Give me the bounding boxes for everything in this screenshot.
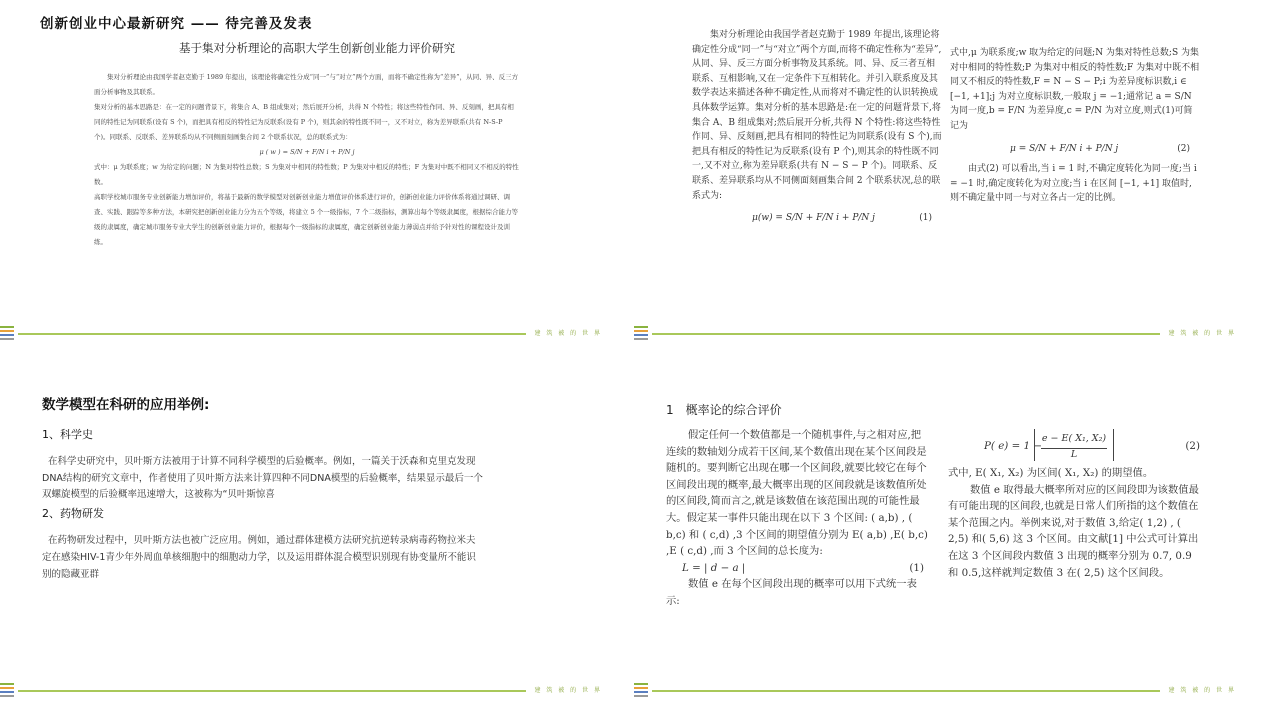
formula-number: (2) — [1185, 440, 1200, 452]
section-heading — [666, 401, 794, 418]
paragraph: 式中：μ 为联系度；w 为给定的问题；N 为集对特性总数；S 为集对中相同的特性数；P 为集对中相反的特性；F 为集对中既不相同又不相反的特性数。 — [94, 163, 519, 186]
footer-color-bars — [634, 326, 648, 342]
formula: μ ( w ) = S/N + F/N i + P/N j — [259, 148, 355, 156]
formula-1 — [666, 560, 928, 577]
slide-heading: 数学模型在科研的应用举例: — [42, 397, 210, 413]
section-title: 1、科学史 — [42, 428, 93, 441]
paragraph: 集对分析理论由我国学者赵克勤于 1989 年提出，该理论将确定性分成“同一”与“对立”两个方面，而将不确定性称为“差异”，从同、异、反三方面分析事物及其联系。 — [94, 73, 519, 96]
slide-header: 创新创业中心最新研究 —— 待完善及发表 — [40, 16, 313, 32]
footer-brand: 建 筑 被 的 世 界 — [1168, 687, 1236, 694]
section-text: 在药物研发过程中，贝叶斯方法也被广泛应用。例如，通过群体建模方法研究抗逆转录病毒药物拉米夫定在感染HIV-1青少年外周血单核细胞中的细胞动力学，以及运用群体混合模型识别现有协变量所不能识别的隐藏亚群 — [42, 534, 476, 580]
formula-text: μ(w) = S/N + F/N i + P/N j — [752, 213, 875, 224]
section-title: 概率论的综合评价 — [685, 403, 782, 417]
slide-footer — [0, 324, 634, 342]
slide-2 — [634, 0, 1268, 356]
section-title: 2、药物研发 — [42, 507, 104, 521]
formula-number: (1) — [919, 213, 932, 224]
formula-2 — [948, 429, 1204, 463]
paragraph: 式中,μ 为联系度;w 取为给定的问题;N 为集对特性总数;S 为集对中相同的特性数;P 为集对中相反的特性数;F 为集对中既不相同又不相反的特性数,F = N − S − P;i 为差异度标识数,i ∈ [−1, +1];j 为对立度标识数,一般取 j = −1;通常记 a = S/N 为同一度,b = F/N 为差异度,c = P/N 为对立度,则式(1)可简记为 — [950, 48, 1200, 131]
slide-3 — [0, 357, 634, 713]
paragraph: 高职学校城市服务专业创新能力增加评价，将基于最新的数学模型对创新创业能力增值评价体系进行评价，创新创业能力评价体系将通过调研、调查、实践、跟踪等多种方法，本研究把创新创业能力分为五个等级，将建立 5 个一级指标，7 个二级指标，测算出每个等级隶属度，根据综合能力等级的隶属度，确定城市服务专业大学生的创新创业能力评价，根据每个一级指标的隶属度，确定创新创业能力薄弱点并给予针对性的课程设计及训练。 — [94, 193, 518, 246]
formula-text: L = | d − a | — [682, 561, 746, 574]
paper-title: 基于集对分析理论的高职大学生创新创业能力评价研究 — [179, 41, 455, 55]
footer-brand: 建 筑 被 的 世 界 — [534, 330, 602, 337]
slide-footer — [0, 681, 634, 699]
section-text: 在科学史研究中，贝叶斯方法被用于计算不同科学模型的后验概率。例如，一篇关于沃森和克里克发现DNA结构的研究文章中，作者使用了贝叶斯方法来计算四种不同DNA模型的后验概率，结果显示最后一个双螺旋模型的后验概率迅速增大，这被称为“贝叶斯惊喜 — [42, 455, 483, 501]
paragraph: 由式(2) 可以看出,当 i = 1 时,不确定度转化为同一度;当 i = −1 时,确定度转化为对立度;当 i 在区间 [−1, +1] 取值时,则不确定量中同一与对立各占一定的比例。 — [950, 164, 1197, 204]
formula-number: (2) — [1177, 143, 1190, 154]
footer-color-bars — [634, 683, 648, 699]
formula-numerator: e − E( X₁, X₂) — [1041, 431, 1107, 449]
footer-line — [18, 690, 526, 692]
footer-line — [652, 690, 1160, 692]
paragraph: 数值 e 取得最大概率所对应的区间段即为该数值最有可能出现的区间段,也就是日常人们所指的这个数值在某个范围之内。举例来说,对于数值 3,给定( 1,2) , ( 2,5) 和( 5,6) 这 3 个区间。由文献[1] 中公式可计算出在这 3 个区间段内数值 3 出现的概率分别为 0.7, 0.9 和 0.5,这样就判定数值 3 在( 2,5) 这个区间段。 — [948, 483, 1199, 579]
paragraph: 数值 e 在每个区间段出现的概率可以用下式统一表示: — [666, 578, 917, 607]
footer-color-bars — [0, 326, 14, 342]
section-number: 1 — [666, 403, 674, 417]
footer-line — [652, 333, 1160, 335]
paragraph: 假定任何一个数值都是一个随机事件,与之相对应,把连续的数轴划分成若干区间,某个数值出现在某个区间段是随机的。要判断它出现在哪一个区间段,就要比较它在每个区间段出现的概率,最大概率出现的区间段就是该数值所处的区间段,简而言之,就是该数值在该范围出现的可能性最大。假定某一事件只能出现在以下 3 个区间: ( a,b) , ( b,c) 和 ( c,d) ,3 个区间的期望值分别为 E( a,b) ,E( b,c) ,E ( c,d) ,而 3 个区间的总长度为: — [666, 429, 928, 558]
text-column-right — [948, 429, 1204, 581]
text-column-left — [666, 427, 928, 610]
formula-text: μ = S/N + F/N i + P/N j — [1010, 143, 1119, 154]
paragraph: 集对分析理论由我国学者赵克勤于 1989 年提出,该理论将确定性分成“同一”与“对立”两个方面,而将不确定性称为“差异”,从同、异、反三方面分析事物及其系统。同、异、反三者互相联系、互相影响,又在一定条件下互相转化。并引入联系度及其数学表达来描述各种不确定性,从而将对不确定性的认识转换成具体数学运算。集对分析的基本思路是:在一定的问题背景下,将集合 A、B 组成集对;然后展开分析,共得 N 个特性:将这些特性作同、异、反刻画,把具有相同的特性记为同联系(设有 S 个),而把具有相反的特性记为反联系(设有 P 个),则其余的特性既不同一,又不对立,称为差异联系(共有 N − S − P 个)。同联系、反联系、差异联系均从不同侧面刻画集合间 2 个联系状况,总的联系式为: — [692, 30, 942, 201]
formula-2 — [950, 142, 1200, 157]
paragraph: 式中, E( X₁, X₂) 为区间( X₁, X₂) 的期望值。 — [948, 467, 1154, 479]
footer-color-bars — [0, 683, 14, 699]
slide-4 — [634, 357, 1268, 713]
footer-line — [18, 333, 526, 335]
text-column-right — [950, 46, 1200, 206]
formula-denominator: L — [1070, 449, 1078, 460]
slide-1 — [0, 0, 634, 356]
footer-brand: 建 筑 被 的 世 界 — [1168, 330, 1236, 337]
formula-number: (1) — [909, 561, 924, 574]
slide-footer — [634, 324, 1268, 342]
paper-body — [94, 70, 520, 250]
paragraph: 集对分析的基本思路是：在一定的问题背景下，将集合 A、B 组成集对；然后展开分析，共得 N 个特性；将这些特性作同、异、反刻画，把具有相同的特性记为同联系(设有 S 个)，而把具有相反的特性记为反联系(设有 P 个)，则其余的特性既不同一，又不对立，称为差异联系(共有 N-S-P 个)。同联系、反联系、差异联系均从不同侧面刻画集合间 2 个联系状况，总的联系式为： — [94, 103, 514, 141]
text-column-left — [692, 28, 942, 232]
footer-brand: 建 筑 被 的 世 界 — [534, 687, 602, 694]
formula-1 — [692, 211, 942, 226]
slide-body — [42, 427, 484, 583]
slide-footer — [634, 681, 1268, 699]
absolute-value-bars — [1034, 429, 1114, 461]
formula-lhs: P( e) = 1 − — [984, 440, 1042, 452]
